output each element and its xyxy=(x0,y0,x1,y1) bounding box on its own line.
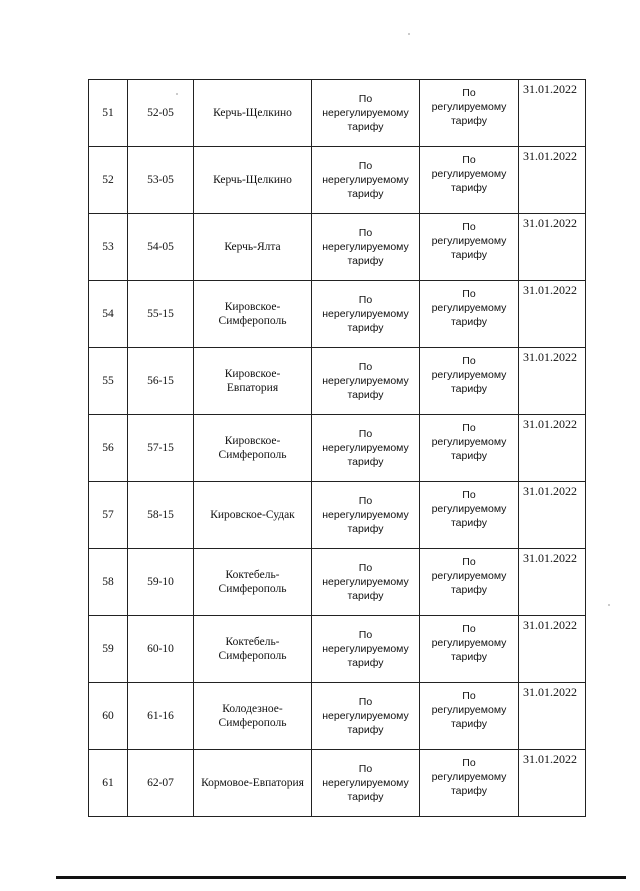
table-row xyxy=(89,482,586,549)
nonregulated-tariff-line: По xyxy=(358,227,373,239)
row-number-cell: 61 xyxy=(89,750,128,817)
nonregulated-tariff-line: По xyxy=(358,696,373,708)
regulated-tariff-cell xyxy=(420,214,519,281)
nonregulated-tariff-cell xyxy=(312,214,420,281)
regulated-tariff-cell xyxy=(420,549,519,616)
route-name-line: Кировское- xyxy=(224,435,281,447)
regulated-tariff-line: тарифу xyxy=(450,115,487,127)
nonregulated-tariff-line: нерегулируемому xyxy=(322,509,409,521)
regulated-tariff-line: регулируемому xyxy=(431,570,507,582)
date-cell: 31.01.2022 xyxy=(519,482,586,549)
route-name-line: Керчь-Щелкино xyxy=(213,174,292,186)
nonregulated-tariff-line: По xyxy=(358,93,373,105)
regulated-tariff-line: тарифу xyxy=(450,383,487,395)
nonregulated-tariff-line: тарифу xyxy=(347,657,384,669)
regulated-tariff-cell xyxy=(420,147,519,214)
nonregulated-tariff-line: тарифу xyxy=(347,322,384,334)
nonregulated-tariff-line: тарифу xyxy=(347,121,384,133)
nonregulated-tariff-line: По xyxy=(358,428,373,440)
route-name-line: Симферополь xyxy=(218,650,287,662)
nonregulated-tariff-line: тарифу xyxy=(347,523,384,535)
regulated-tariff-line: регулируемому xyxy=(431,436,507,448)
route-code-cell: 60-10 xyxy=(128,616,194,683)
date-cell: 31.01.2022 xyxy=(519,80,586,147)
routes-table-body xyxy=(89,80,586,817)
nonregulated-tariff-line: нерегулируемому xyxy=(322,107,409,119)
bottom-rule xyxy=(56,876,626,879)
date-cell: 31.01.2022 xyxy=(519,214,586,281)
row-number-cell: 51 xyxy=(89,80,128,147)
regulated-tariff-line: По xyxy=(462,757,476,769)
regulated-tariff-cell xyxy=(420,683,519,750)
nonregulated-tariff-line: нерегулируемому xyxy=(322,241,409,253)
regulated-tariff-line: регулируемому xyxy=(431,369,507,381)
regulated-tariff-cell xyxy=(420,80,519,147)
date-cell: 31.01.2022 xyxy=(519,415,586,482)
route-name-line: Кормовое-Евпатория xyxy=(201,777,304,789)
nonregulated-tariff-line: нерегулируемому xyxy=(322,777,409,789)
route-code-cell: 55-15 xyxy=(128,281,194,348)
date-cell: 31.01.2022 xyxy=(519,750,586,817)
table-row xyxy=(89,214,586,281)
regulated-tariff-line: тарифу xyxy=(450,182,487,194)
table-row xyxy=(89,147,586,214)
row-number-cell: 57 xyxy=(89,482,128,549)
route-code-cell: 61-16 xyxy=(128,683,194,750)
nonregulated-tariff-cell xyxy=(312,147,420,214)
regulated-tariff-line: По xyxy=(462,623,476,635)
nonregulated-tariff-line: По xyxy=(358,629,373,641)
regulated-tariff-line: тарифу xyxy=(450,718,487,730)
route-name-cell xyxy=(194,80,312,147)
table-row xyxy=(89,683,586,750)
nonregulated-tariff-line: тарифу xyxy=(347,724,384,736)
nonregulated-tariff-line: нерегулируемому xyxy=(322,576,409,588)
row-number-cell: 54 xyxy=(89,281,128,348)
route-name-line: Симферополь xyxy=(218,449,287,461)
row-number-cell: 59 xyxy=(89,616,128,683)
regulated-tariff-line: регулируемому xyxy=(431,771,507,783)
regulated-tariff-line: По xyxy=(462,221,476,233)
table-row xyxy=(89,281,586,348)
route-name-line: Кировское- xyxy=(224,368,281,380)
nonregulated-tariff-cell xyxy=(312,683,420,750)
route-name-cell xyxy=(194,348,312,415)
regulated-tariff-line: По xyxy=(462,422,476,434)
regulated-tariff-cell xyxy=(420,616,519,683)
nonregulated-tariff-line: нерегулируемому xyxy=(322,308,409,320)
date-cell: 31.01.2022 xyxy=(519,549,586,616)
regulated-tariff-line: тарифу xyxy=(450,316,487,328)
route-name-line: Евпатория xyxy=(226,382,279,394)
regulated-tariff-line: По xyxy=(462,355,476,367)
table-row xyxy=(89,348,586,415)
route-code-cell: 62-07 xyxy=(128,750,194,817)
nonregulated-tariff-line: нерегулируемому xyxy=(322,710,409,722)
regulated-tariff-line: регулируемому xyxy=(431,168,507,180)
regulated-tariff-line: регулируемому xyxy=(431,503,507,515)
routes-table xyxy=(88,79,586,817)
row-number-cell: 58 xyxy=(89,549,128,616)
regulated-tariff-line: тарифу xyxy=(450,450,487,462)
date-cell: 31.01.2022 xyxy=(519,616,586,683)
route-name-cell xyxy=(194,281,312,348)
route-code-cell: 59-10 xyxy=(128,549,194,616)
nonregulated-tariff-line: По xyxy=(358,160,373,172)
regulated-tariff-line: тарифу xyxy=(450,584,487,596)
route-name-cell xyxy=(194,549,312,616)
nonregulated-tariff-cell xyxy=(312,482,420,549)
table-row xyxy=(89,549,586,616)
nonregulated-tariff-line: тарифу xyxy=(347,791,384,803)
route-name-cell xyxy=(194,147,312,214)
date-cell: 31.01.2022 xyxy=(519,281,586,348)
table-row xyxy=(89,750,586,817)
route-name-line: Керчь-Щелкино xyxy=(213,107,292,119)
nonregulated-tariff-line: По xyxy=(358,294,373,306)
nonregulated-tariff-line: тарифу xyxy=(347,456,384,468)
route-name-cell xyxy=(194,616,312,683)
table-row xyxy=(89,415,586,482)
regulated-tariff-line: По xyxy=(462,489,476,501)
date-cell: 31.01.2022 xyxy=(519,147,586,214)
nonregulated-tariff-line: тарифу xyxy=(347,389,384,401)
route-name-line: Симферополь xyxy=(218,583,287,595)
row-number-cell: 52 xyxy=(89,147,128,214)
row-number-cell: 56 xyxy=(89,415,128,482)
regulated-tariff-line: По xyxy=(462,154,476,166)
date-cell: 31.01.2022 xyxy=(519,348,586,415)
route-name-cell xyxy=(194,482,312,549)
nonregulated-tariff-line: нерегулируемому xyxy=(322,442,409,454)
nonregulated-tariff-line: По xyxy=(358,763,373,775)
nonregulated-tariff-line: По xyxy=(358,562,373,574)
route-code-cell: 56-15 xyxy=(128,348,194,415)
regulated-tariff-line: тарифу xyxy=(450,651,487,663)
nonregulated-tariff-cell xyxy=(312,348,420,415)
regulated-tariff-line: По xyxy=(462,690,476,702)
nonregulated-tariff-line: тарифу xyxy=(347,255,384,267)
regulated-tariff-line: регулируемому xyxy=(431,704,507,716)
route-name-line: Кировское- xyxy=(224,301,281,313)
row-number-cell: 53 xyxy=(89,214,128,281)
route-code-cell: 52-05 xyxy=(128,80,194,147)
nonregulated-tariff-cell xyxy=(312,80,420,147)
table-row xyxy=(89,80,586,147)
regulated-tariff-line: тарифу xyxy=(450,517,487,529)
nonregulated-tariff-line: тарифу xyxy=(347,188,384,200)
route-code-cell: 58-15 xyxy=(128,482,194,549)
nonregulated-tariff-line: По xyxy=(358,361,373,373)
route-code-cell: 53-05 xyxy=(128,147,194,214)
route-name-line: Симферополь xyxy=(218,717,287,729)
nonregulated-tariff-cell xyxy=(312,415,420,482)
route-name-line: Коктебель- xyxy=(225,569,280,581)
regulated-tariff-line: По xyxy=(462,556,476,568)
nonregulated-tariff-line: нерегулируемому xyxy=(322,375,409,387)
scan-speck xyxy=(408,33,410,35)
regulated-tariff-line: регулируемому xyxy=(431,302,507,314)
route-name-line: Керчь-Ялта xyxy=(224,241,281,253)
nonregulated-tariff-line: нерегулируемому xyxy=(322,643,409,655)
route-name-line: Коктебель- xyxy=(225,636,280,648)
nonregulated-tariff-cell xyxy=(312,281,420,348)
route-name-cell xyxy=(194,750,312,817)
route-name-cell xyxy=(194,683,312,750)
regulated-tariff-cell xyxy=(420,281,519,348)
nonregulated-tariff-line: тарифу xyxy=(347,590,384,602)
route-code-cell: 57-15 xyxy=(128,415,194,482)
regulated-tariff-line: регулируемому xyxy=(431,637,507,649)
regulated-tariff-cell xyxy=(420,348,519,415)
regulated-tariff-cell xyxy=(420,750,519,817)
route-name-line: Симферополь xyxy=(218,315,287,327)
date-cell: 31.01.2022 xyxy=(519,683,586,750)
regulated-tariff-cell xyxy=(420,482,519,549)
nonregulated-tariff-line: нерегулируемому xyxy=(322,174,409,186)
scan-speck xyxy=(608,604,610,606)
route-name-cell xyxy=(194,214,312,281)
row-number-cell: 55 xyxy=(89,348,128,415)
nonregulated-tariff-cell xyxy=(312,750,420,817)
route-name-cell xyxy=(194,415,312,482)
table-row xyxy=(89,616,586,683)
regulated-tariff-cell xyxy=(420,415,519,482)
regulated-tariff-line: тарифу xyxy=(450,785,487,797)
nonregulated-tariff-cell xyxy=(312,549,420,616)
row-number-cell: 60 xyxy=(89,683,128,750)
regulated-tariff-line: По xyxy=(462,288,476,300)
regulated-tariff-line: регулируемому xyxy=(431,235,507,247)
regulated-tariff-line: тарифу xyxy=(450,249,487,261)
nonregulated-tariff-line: По xyxy=(358,495,373,507)
regulated-tariff-line: По xyxy=(462,87,476,99)
regulated-tariff-line: регулируемому xyxy=(431,101,507,113)
nonregulated-tariff-cell xyxy=(312,616,420,683)
route-code-cell: 54-05 xyxy=(128,214,194,281)
route-name-line: Кировское-Судак xyxy=(210,509,295,521)
route-name-line: Колодезное- xyxy=(222,703,283,715)
